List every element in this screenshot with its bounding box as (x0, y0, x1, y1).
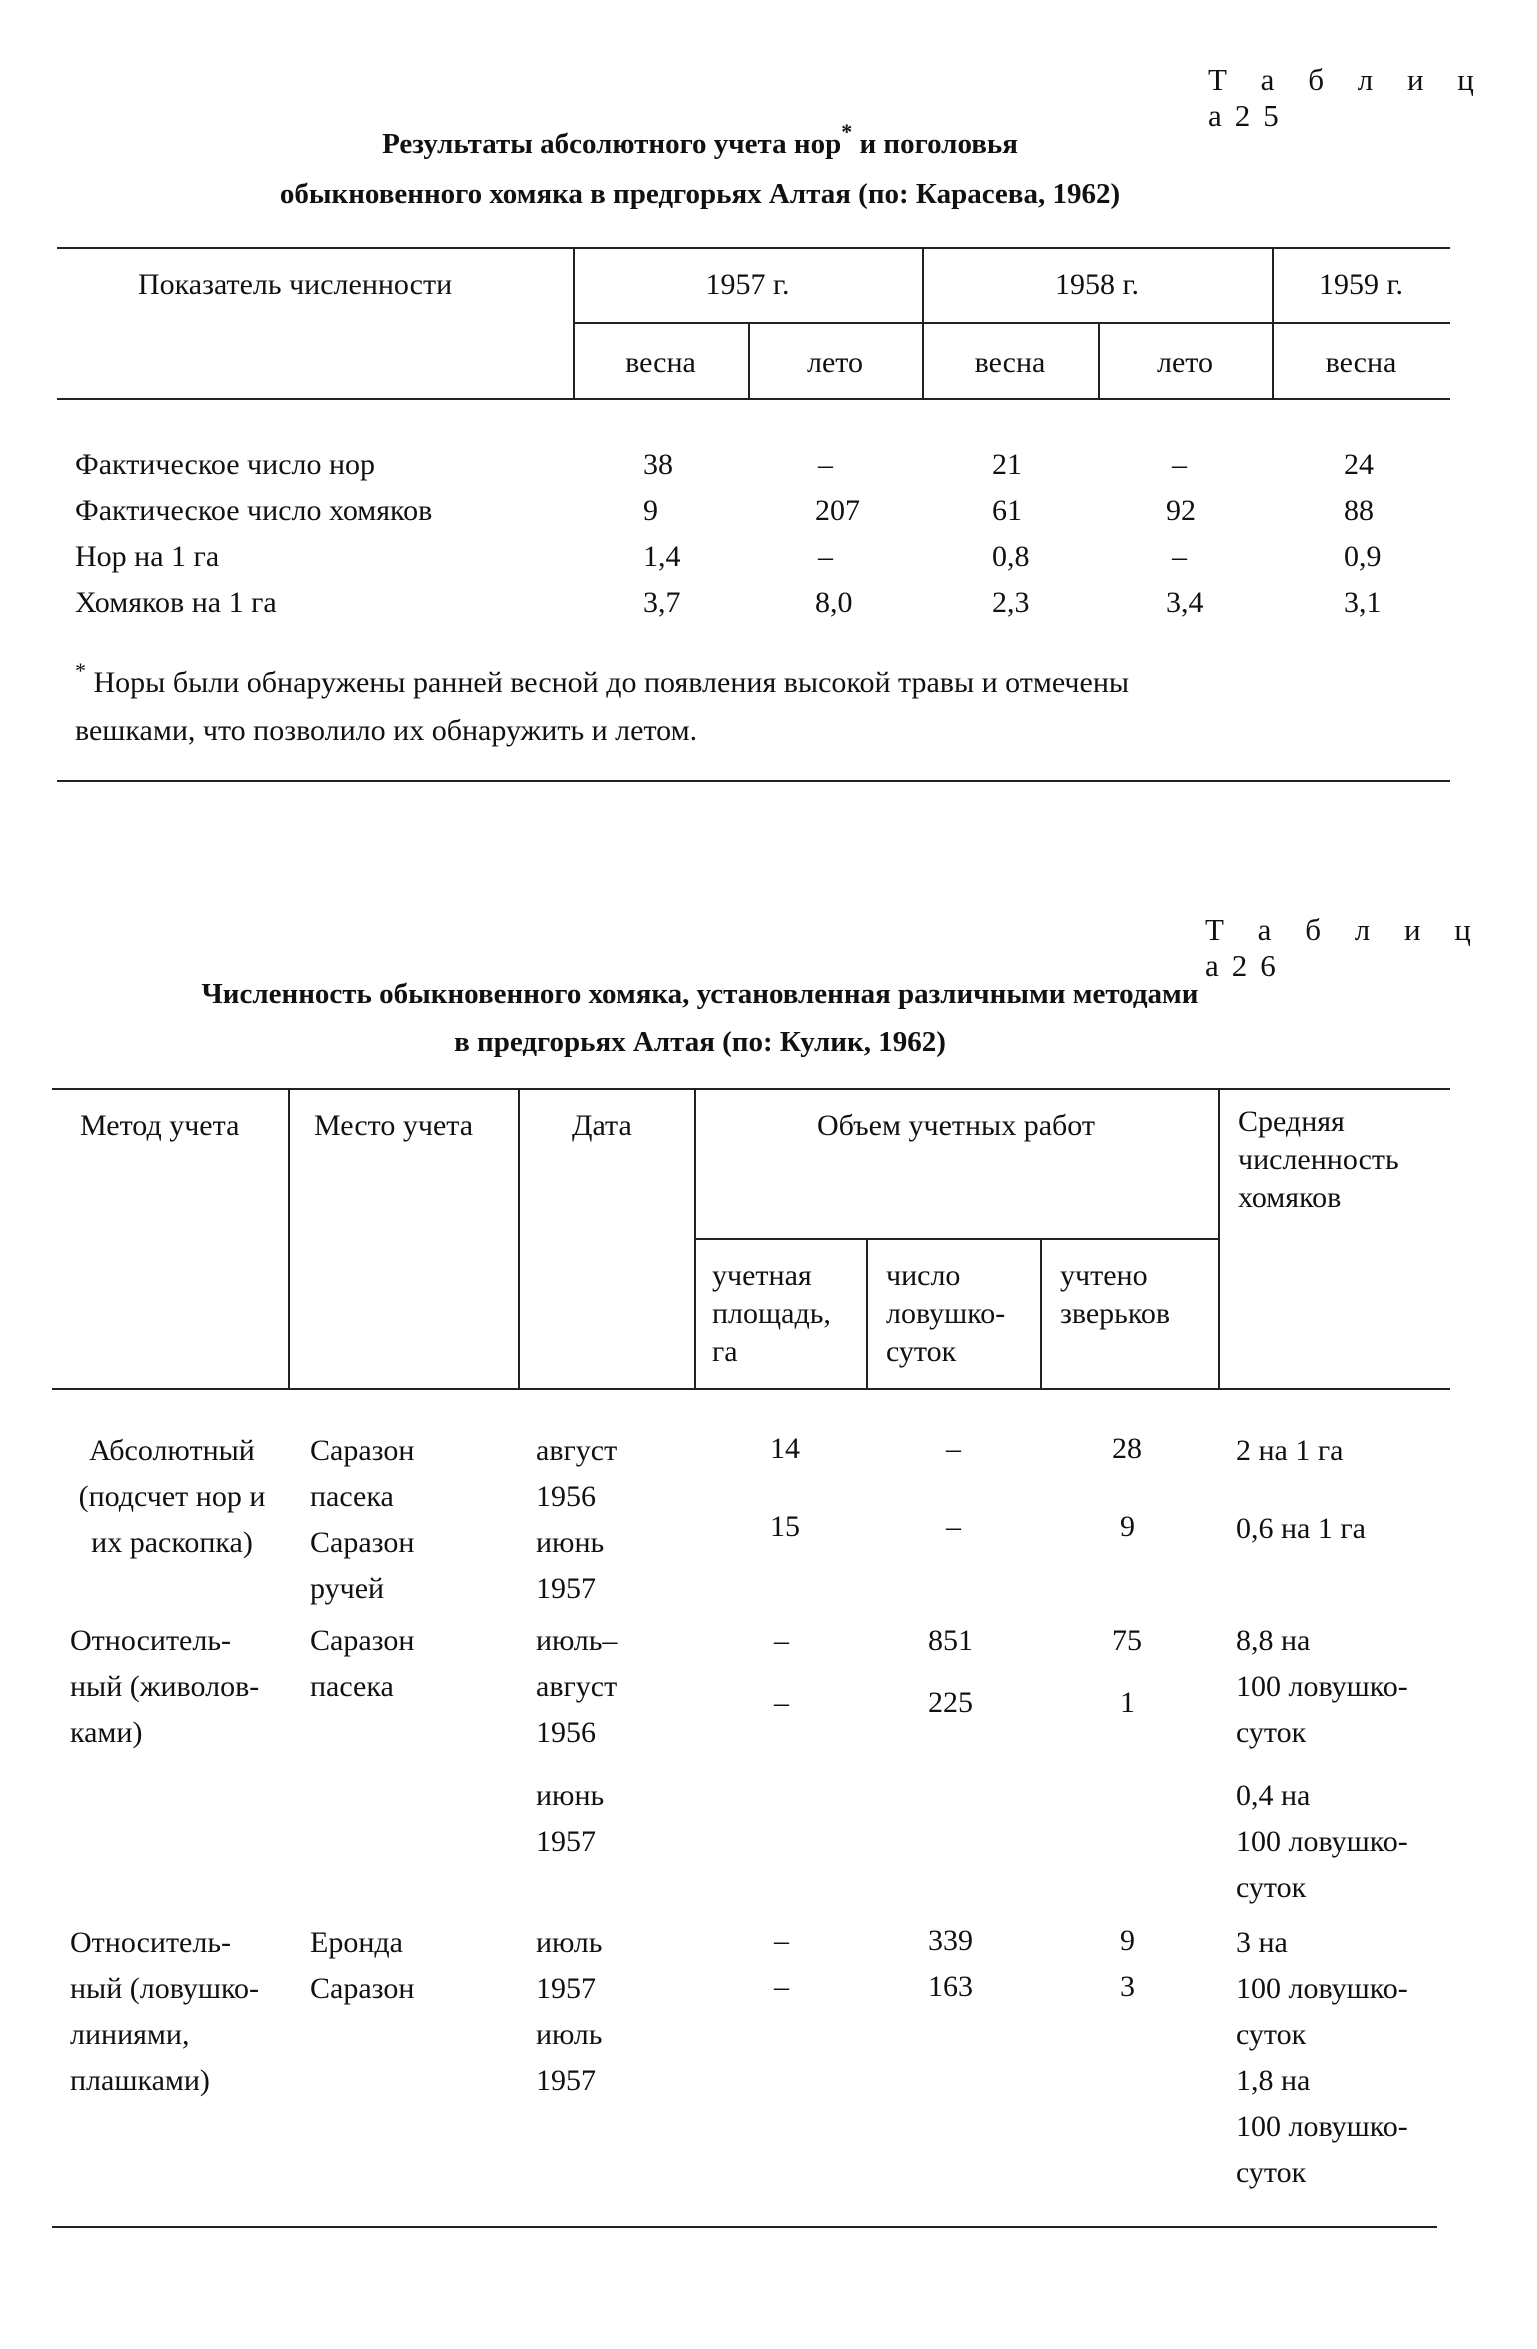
table25-number-value: 25 (1234, 98, 1292, 133)
header-area-line: площадь, (712, 1297, 831, 1330)
avg-line: 8,8 на (1236, 1624, 1311, 1657)
trap-value: – (946, 1432, 961, 1465)
table25-title (150, 120, 1250, 218)
avg-line: 100 ловушко- (1236, 2110, 1408, 2143)
place-line: Еронда (310, 1926, 403, 1959)
table25-number (1208, 62, 1537, 134)
counted-value: 75 (1112, 1624, 1142, 1657)
avg-line: 100 ловушко- (1236, 1825, 1408, 1858)
table25-cell: 61 (992, 494, 1022, 527)
table25-year-1959: 1959 г. (1319, 268, 1403, 301)
table25-footnote (75, 660, 1445, 708)
method-line: плашками) (70, 2064, 210, 2097)
table26-number-value: 26 (1231, 948, 1289, 983)
place-line: пасека (310, 1480, 394, 1513)
table25-season-2: лето (806, 346, 863, 379)
place-line: Саразон (310, 1624, 415, 1657)
date-line: 1956 (536, 1716, 596, 1749)
method-line: линиями, (70, 2018, 190, 2051)
avg-line: 2 на 1 га (1236, 1434, 1344, 1467)
method-line: ками) (70, 1716, 143, 1749)
header-area-line: га (712, 1335, 738, 1368)
table26-header-volume: Объем учетных работ (816, 1109, 1095, 1142)
table25-season-4: лето (1156, 346, 1213, 379)
table25-cell: 1,4 (643, 540, 681, 573)
table25-year-1958: 1958 г. (1055, 268, 1139, 301)
date-line: 1956 (536, 1480, 596, 1513)
trap-value: 225 (928, 1686, 973, 1719)
footnote-star: * (75, 658, 86, 683)
table25-season-1: весна (625, 346, 696, 379)
area-value: 15 (770, 1510, 800, 1543)
table25-col-indicator: Показатель численности (138, 268, 453, 301)
place-line: Саразон (310, 1972, 415, 2005)
table25-title-part-a: Результаты абсолютного учета нор (382, 128, 842, 160)
table25-cell: 92 (1166, 494, 1196, 527)
table25-top-rule (57, 247, 1450, 249)
table26-header-method: Метод учета (80, 1109, 240, 1142)
table26-number-label: Т а б л и ц а (1205, 912, 1484, 983)
table25-season-3: весна (974, 346, 1046, 379)
table25-season-5: весна (1325, 346, 1397, 379)
table25-cell: 38 (643, 448, 673, 481)
table25-year-rule (573, 322, 1450, 324)
method-line: Абсолютный (89, 1434, 255, 1467)
header-avg-line: численность (1238, 1143, 1399, 1176)
avg-line: суток (1236, 2018, 1307, 2051)
table26-vline-5 (1040, 1238, 1042, 1388)
table25-cell: 21 (992, 448, 1022, 481)
table26-title-line1: Численность обыкновенного хомяка, установленная различными методами (201, 978, 1199, 1010)
table26-bottom-rule (52, 2226, 1437, 2228)
table25-cell: 88 (1344, 494, 1374, 527)
table25-cell: – (1172, 448, 1187, 481)
header-area-line: учетная (712, 1259, 812, 1292)
header-counted-line: зверьков (1060, 1297, 1171, 1330)
area-value: – (774, 1624, 789, 1657)
table26-title (100, 970, 1300, 1066)
date-line: июнь (536, 1526, 605, 1559)
table25-cell: – (818, 448, 833, 481)
table25-head-rule (57, 398, 1450, 400)
date-line: июль (536, 1926, 603, 1959)
counted-value: 3 (1120, 1970, 1135, 2003)
table25-cell: – (818, 540, 833, 573)
place-line: пасека (310, 1670, 394, 1703)
footnote-line1: Норы были обнаружены ранней весной до появления высокой травы и отмечены (93, 666, 1130, 699)
avg-line: 3 на (1236, 1926, 1288, 1959)
table26-top-rule (52, 1088, 1450, 1090)
counted-value: 9 (1120, 1510, 1135, 1543)
table26-volume-rule (694, 1238, 1220, 1240)
table25-number-label: Т а б л и ц а (1208, 62, 1487, 133)
header-trap-line: число (886, 1259, 961, 1292)
date-line: июль (536, 2018, 603, 2051)
method-line: их раскопка) (91, 1526, 253, 1559)
trap-value: 163 (928, 1970, 973, 2003)
counted-value: 28 (1112, 1432, 1142, 1465)
method-line: Относитель- (70, 1926, 232, 1959)
avg-line: 0,4 на (1236, 1779, 1311, 1812)
avg-line: 100 ловушко- (1236, 1972, 1408, 2005)
table25-cell: 0,9 (1344, 540, 1382, 573)
counted-value: 9 (1120, 1924, 1135, 1957)
area-value: – (774, 1970, 789, 2003)
table25-cell: 3,1 (1344, 586, 1382, 619)
table26-header-place: Место учета (314, 1109, 474, 1142)
table25-cell: 3,4 (1166, 586, 1204, 619)
method-line: ный (ловушко- (70, 1972, 260, 2005)
table26-head-rule (52, 1388, 1450, 1390)
date-line: июль– (536, 1624, 618, 1657)
table25-footnote-line2: вешками, что позволило их обнаружить и летом. (75, 714, 698, 747)
date-line: 1957 (536, 1972, 596, 2005)
table25-cell: 207 (815, 494, 860, 527)
method-line: ный (живолов- (70, 1670, 260, 1703)
place-line: Саразон (310, 1434, 415, 1467)
header-trap-line: суток (886, 1335, 957, 1368)
table26-title-line2: в предгорьях Алтая (по: Кулик, 1962) (454, 1026, 946, 1058)
place-line: ручей (310, 1572, 385, 1605)
header-avg-line: хомяков (1238, 1181, 1342, 1214)
table25-row-label: Фактическое число нор (75, 448, 376, 481)
avg-line: 100 ловушко- (1236, 1670, 1408, 1703)
date-line: август (536, 1670, 618, 1703)
header-trap-line: ловушко- (886, 1297, 1006, 1330)
area-value: – (774, 1686, 789, 1719)
table26-vline-1 (288, 1088, 290, 1388)
table25-title-line2: обыкновенного хомяка в предгорьях Алтая (по: Карасева, 1962) (279, 178, 1121, 210)
table25-row-label: Хомяков на 1 га (75, 586, 277, 619)
date-line: июнь (536, 1779, 605, 1812)
table25-title-star: * (841, 119, 853, 144)
table26-vline-2 (518, 1088, 520, 1388)
table25-year-1957: 1957 г. (705, 268, 790, 301)
area-value: – (774, 1924, 789, 1957)
trap-value: 339 (928, 1924, 973, 1957)
place-line: Саразон (310, 1526, 415, 1559)
avg-line: суток (1236, 1871, 1307, 1904)
date-line: 1957 (536, 2064, 596, 2097)
header-avg-line: Средняя (1238, 1105, 1345, 1138)
date-line: август (536, 1434, 618, 1467)
avg-line: суток (1236, 1716, 1307, 1749)
table25-title-part-b: и поголовья (852, 128, 1018, 160)
header-counted-line: учтено (1060, 1259, 1148, 1292)
table26-vline-6 (1218, 1088, 1220, 1388)
area-value: 14 (770, 1432, 800, 1465)
table25-bottom-rule (57, 780, 1450, 782)
table26-header-date: Дата (572, 1109, 632, 1142)
avg-line: 0,6 на 1 га (1236, 1512, 1366, 1545)
avg-line: суток (1236, 2156, 1307, 2189)
date-line: 1957 (536, 1572, 596, 1605)
trap-value: – (946, 1510, 961, 1543)
table25-cell: 2,3 (992, 586, 1030, 619)
counted-value: 1 (1120, 1686, 1135, 1719)
method-line: Относитель- (70, 1624, 232, 1657)
table25-row-label: Фактическое число хомяков (75, 494, 433, 527)
table26-vline-4 (866, 1238, 868, 1388)
avg-line: 1,8 на (1236, 2064, 1311, 2097)
table25-cell: 3,7 (643, 586, 681, 619)
table25-cell: 24 (1344, 448, 1374, 481)
table25-cell: 9 (643, 494, 658, 527)
table25-cell: – (1172, 540, 1187, 573)
table25-row-label: Нор на 1 га (75, 540, 220, 573)
trap-value: 851 (928, 1624, 973, 1657)
date-line: 1957 (536, 1825, 596, 1858)
table25-title-line1 (150, 120, 1250, 170)
method-line: (подсчет нор и (78, 1480, 266, 1513)
table25-cell: 0,8 (992, 540, 1030, 573)
table25-cell: 8,0 (815, 586, 853, 619)
